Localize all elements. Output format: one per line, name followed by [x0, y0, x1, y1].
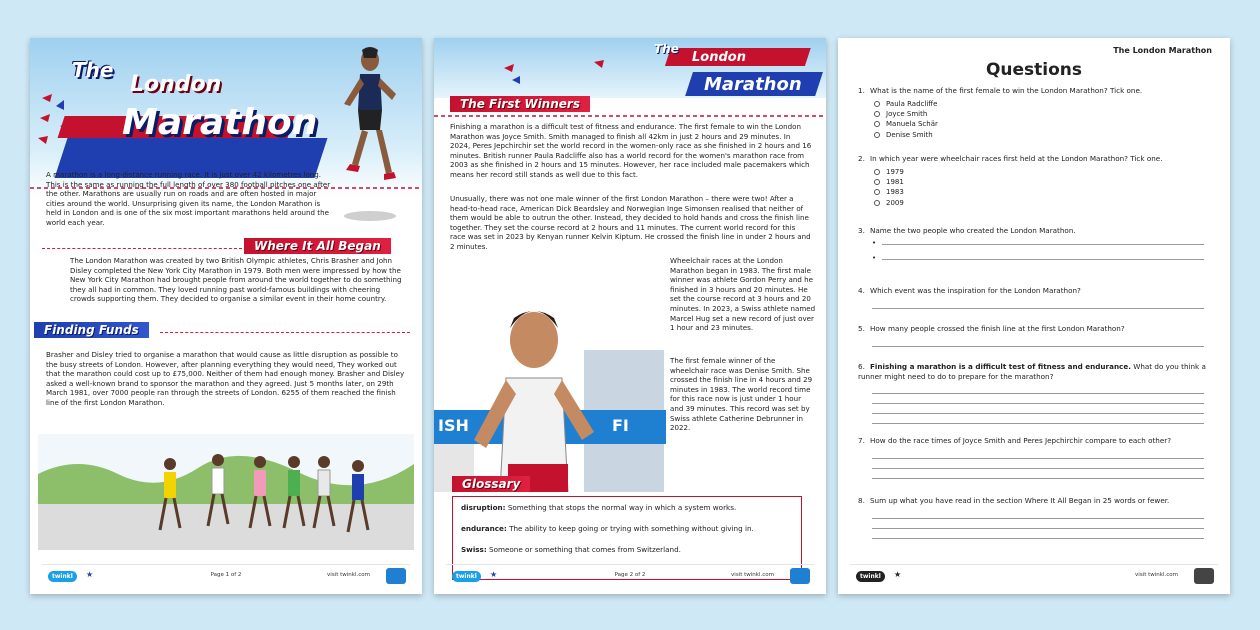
question-7 — [858, 436, 1214, 479]
questions-page — [838, 38, 1230, 594]
option-manuela-schar[interactable] — [858, 119, 1214, 129]
page2-footer — [446, 564, 814, 586]
title-london: London — [692, 50, 746, 65]
question-number: 4. — [858, 286, 865, 295]
heading-glossary: Glossary — [452, 476, 530, 492]
radio-circle-icon[interactable] — [874, 121, 880, 127]
questions-title: Questions — [985, 60, 1083, 80]
question-text: Name the two people who created the London Marathon. — [870, 226, 1076, 235]
option-label: 1983 — [886, 188, 904, 197]
page1-footer — [42, 564, 410, 586]
glossary-item — [461, 503, 793, 512]
radio-circle-icon[interactable] — [874, 101, 880, 107]
heading-the-first-winners: The First Winners — [450, 96, 590, 112]
visit-link[interactable]: visit twinkl.com — [731, 572, 774, 578]
glossary-item — [461, 545, 793, 554]
option-label: 2009 — [886, 198, 904, 207]
answer-line[interactable] — [872, 538, 1204, 539]
wheelchair-paragraph-2: The first female winner of the wheelchair race was Denise Smith. She crossed the finish line in 4 hours and 29 minutes in 1983. The world record time for this race now is just under 1 hour and 39 minutes. This record was set by Swiss athlete Catherine Debrunner in 2022. — [670, 356, 813, 433]
glossary-item — [461, 524, 793, 533]
question-text: Sum up what you have read in the section Where It All Began in 25 words or fewer. — [870, 496, 1170, 505]
intro-paragraph: A marathon is a long-distance running race. It is just over 42 kilometres long. This is the same as running the full length of over 380 football pitches one after the other. Marathons are usually run on roads and are often hosted in major cities around the world. Unsurprising given its name, the London Marathon is held in London and is one of the six most important marathons held around the world each year. — [46, 170, 331, 227]
question-5 — [858, 324, 1214, 347]
glossary-definition: The ability to keep going or trying with something without giving in. — [509, 524, 754, 533]
divider — [160, 332, 410, 333]
question-number: 7. — [858, 436, 865, 445]
question-number: 8. — [858, 496, 865, 505]
option-label: Paula Radcliffe — [886, 99, 938, 108]
question-quote: Finishing a marathon is a difficult test of fitness and endurance. — [870, 362, 1131, 371]
twinkl-logo[interactable]: twinkl — [48, 571, 77, 582]
question-3 — [858, 226, 1214, 260]
question-text: How do the race times of Joyce Smith and Peres Jepchirchir compare to each other? — [870, 436, 1172, 445]
title-london: London — [130, 72, 222, 97]
question-6 — [858, 362, 1214, 424]
answer-line[interactable] — [872, 468, 1204, 469]
title-the: The — [654, 42, 679, 56]
title-marathon: Marathon — [122, 102, 318, 143]
star-icon: ★ — [490, 570, 498, 579]
quality-badge-icon — [790, 568, 810, 584]
female-runner-illustration — [330, 44, 410, 224]
glossary-term: disruption: — [461, 503, 506, 512]
heading-finding-funds: Finding Funds — [34, 322, 149, 338]
answer-line[interactable] — [872, 458, 1204, 459]
banner-text-right: FI — [612, 416, 629, 435]
answer-line[interactable] — [872, 393, 1204, 394]
visit-link[interactable]: visit twinkl.com — [327, 572, 370, 578]
title-marathon: Marathon — [704, 74, 802, 95]
answer-line[interactable] — [882, 259, 1204, 260]
star-icon: ★ — [86, 570, 94, 579]
option-1983[interactable] — [858, 187, 1214, 197]
option-label: Joyce Smith — [886, 110, 928, 118]
option-1981[interactable] — [858, 177, 1214, 187]
twinkl-logo[interactable]: twinkl — [856, 571, 885, 582]
question-8 — [858, 496, 1214, 539]
question-1 — [858, 86, 1214, 140]
title-the: The — [72, 58, 114, 82]
heading-where-it-all-began: Where It All Began — [244, 238, 391, 254]
runners-group-illustration — [38, 434, 414, 550]
finish-line-runner-illustration — [434, 270, 666, 492]
answer-line[interactable] — [872, 403, 1204, 404]
page3-footer — [850, 564, 1218, 586]
question-number: 5. — [858, 324, 865, 333]
winners-paragraph-2: Unusually, there was not one male winner of the first London Marathon – there were two! After a head-to-head race, American Dick Beardsley and Norwegian Inge Simonsen realised that neither of them would be able to outrun the other. Instead, they decided to hold hands and cross the finish line together. They set the course record at 2 hours and 11 minutes. The current world record for this race was set in 2023 by Kenyan runner Kelvin Kiptum. He crossed the finish line in under 2 hours and 2 minutes. — [450, 194, 811, 251]
question-2 — [858, 154, 1214, 208]
question-4 — [858, 286, 1214, 309]
visit-link[interactable]: visit twinkl.com — [1135, 572, 1178, 578]
star-icon: ★ — [894, 570, 902, 579]
answer-line[interactable] — [872, 528, 1204, 529]
glossary-definition: Someone or something that comes from Switzerland. — [489, 545, 681, 554]
bullet-icon: • — [872, 253, 877, 262]
option-joyce-smith[interactable] — [858, 109, 1214, 119]
wheelchair-paragraph-1: Wheelchair races at the London Marathon began in 1983. The first male winner was athlete Gordon Perry and he finished in 3 hours and 20 minutes. He set the course record at 3 hours and 20 minutes. In 2023, a Swiss athlete named Marcel Hug set a new record of just over 1 hour and 23 minutes. — [670, 256, 816, 333]
question-text: What do you think a runner might need to do to prepare for the marathon? — [858, 362, 1206, 381]
radio-circle-icon[interactable] — [874, 179, 880, 185]
option-denise-smith[interactable] — [858, 130, 1214, 140]
question-text: Which event was the inspiration for the London Marathon? — [870, 286, 1081, 295]
radio-circle-icon[interactable] — [874, 132, 880, 138]
bullet-icon: • — [872, 238, 877, 247]
radio-circle-icon[interactable] — [874, 169, 880, 175]
radio-circle-icon[interactable] — [874, 111, 880, 117]
page-number: Page 2 of 2 — [614, 572, 646, 578]
glossary-definition: Something that stops the normal way in which a system works. — [507, 503, 737, 512]
question-text: How many people crossed the finish line at the first London Marathon? — [870, 324, 1125, 333]
began-paragraph: The London Marathon was created by two British Olympic athletes, Chris Brasher and John Disley completed the New York City Marathon in 1979. Both men were impressed by how the New York City Marathon had brought people from around the world together to do something they all had in common. They loved running past world-famous buildings with cheering crowds supporting them. They decided to organise a similar event in their home country. — [70, 256, 402, 304]
radio-circle-icon[interactable] — [874, 189, 880, 195]
answer-line[interactable] — [872, 308, 1204, 309]
option-paula-radcliffe[interactable] — [858, 99, 1214, 109]
page-number: Page 1 of 2 — [210, 572, 242, 578]
divider — [42, 248, 242, 249]
twinkl-logo[interactable]: twinkl — [452, 571, 481, 582]
funds-paragraph: Brasher and Disley tried to organise a marathon that would cause as little disruption as possible to the busy streets of London. However, after planning everything they would need, They worked out that the marathon could cost up to £75,000. Neither of them had enough money. Brasher and Disley asked a well-known brand to sponsor the marathon and they agreed. Just 5 months later, on 29th March 1981, over 7000 people ran through the streets of London. 6255 of them reached the finish line of the first London Marathon. — [46, 350, 405, 407]
option-1979[interactable] — [858, 167, 1214, 177]
answer-line[interactable] — [882, 244, 1204, 245]
answer-line[interactable] — [872, 423, 1204, 424]
option-2009[interactable] — [858, 198, 1214, 208]
answer-line[interactable] — [872, 478, 1204, 479]
questions-header: The London Marathon — [1113, 46, 1212, 55]
option-label: 1981 — [886, 178, 904, 186]
worksheet-page-2 — [434, 38, 826, 594]
question-number: 6. — [858, 362, 865, 371]
banner-text-left: ISH — [438, 416, 469, 435]
answer-line[interactable] — [872, 413, 1204, 414]
question-text: What is the name of the first female to win the London Marathon? Tick one. — [870, 86, 1143, 95]
question-number: 3. — [858, 226, 865, 235]
question-number: 2. — [858, 154, 865, 163]
glossary-term: endurance: — [461, 524, 507, 533]
question-text: In which year were wheelchair races first held at the London Marathon? Tick one. — [870, 154, 1163, 163]
quality-badge-icon — [386, 568, 406, 584]
quality-badge-icon — [1194, 568, 1214, 584]
question-number: 1. — [858, 86, 865, 95]
answer-line[interactable] — [872, 518, 1204, 519]
winners-paragraph-1: Finishing a marathon is a difficult test of fitness and endurance. The first female to win the London Marathon was Joyce Smith. Smith managed to finish all 42km in just 2 hours and 29 minutes. In 2024, Peres Jepchirchir set the world record in the women-only race as she finished in 2 hours and 16 minutes. British runner Paula Radcliffe also has a world record for the women's marathon race from 2003 as she finished in 2 hours and 15 minutes. However, her race included male pacemakers which means her record still stands as well due to this fact. — [450, 122, 812, 179]
answer-line[interactable] — [872, 346, 1204, 347]
glossary-term: Swiss: — [461, 545, 487, 554]
worksheet-page-1 — [30, 38, 422, 594]
radio-circle-icon[interactable] — [874, 200, 880, 206]
option-label: Denise Smith — [886, 130, 933, 139]
option-label: Manuela Schär — [886, 120, 938, 129]
option-label: 1979 — [886, 167, 904, 176]
